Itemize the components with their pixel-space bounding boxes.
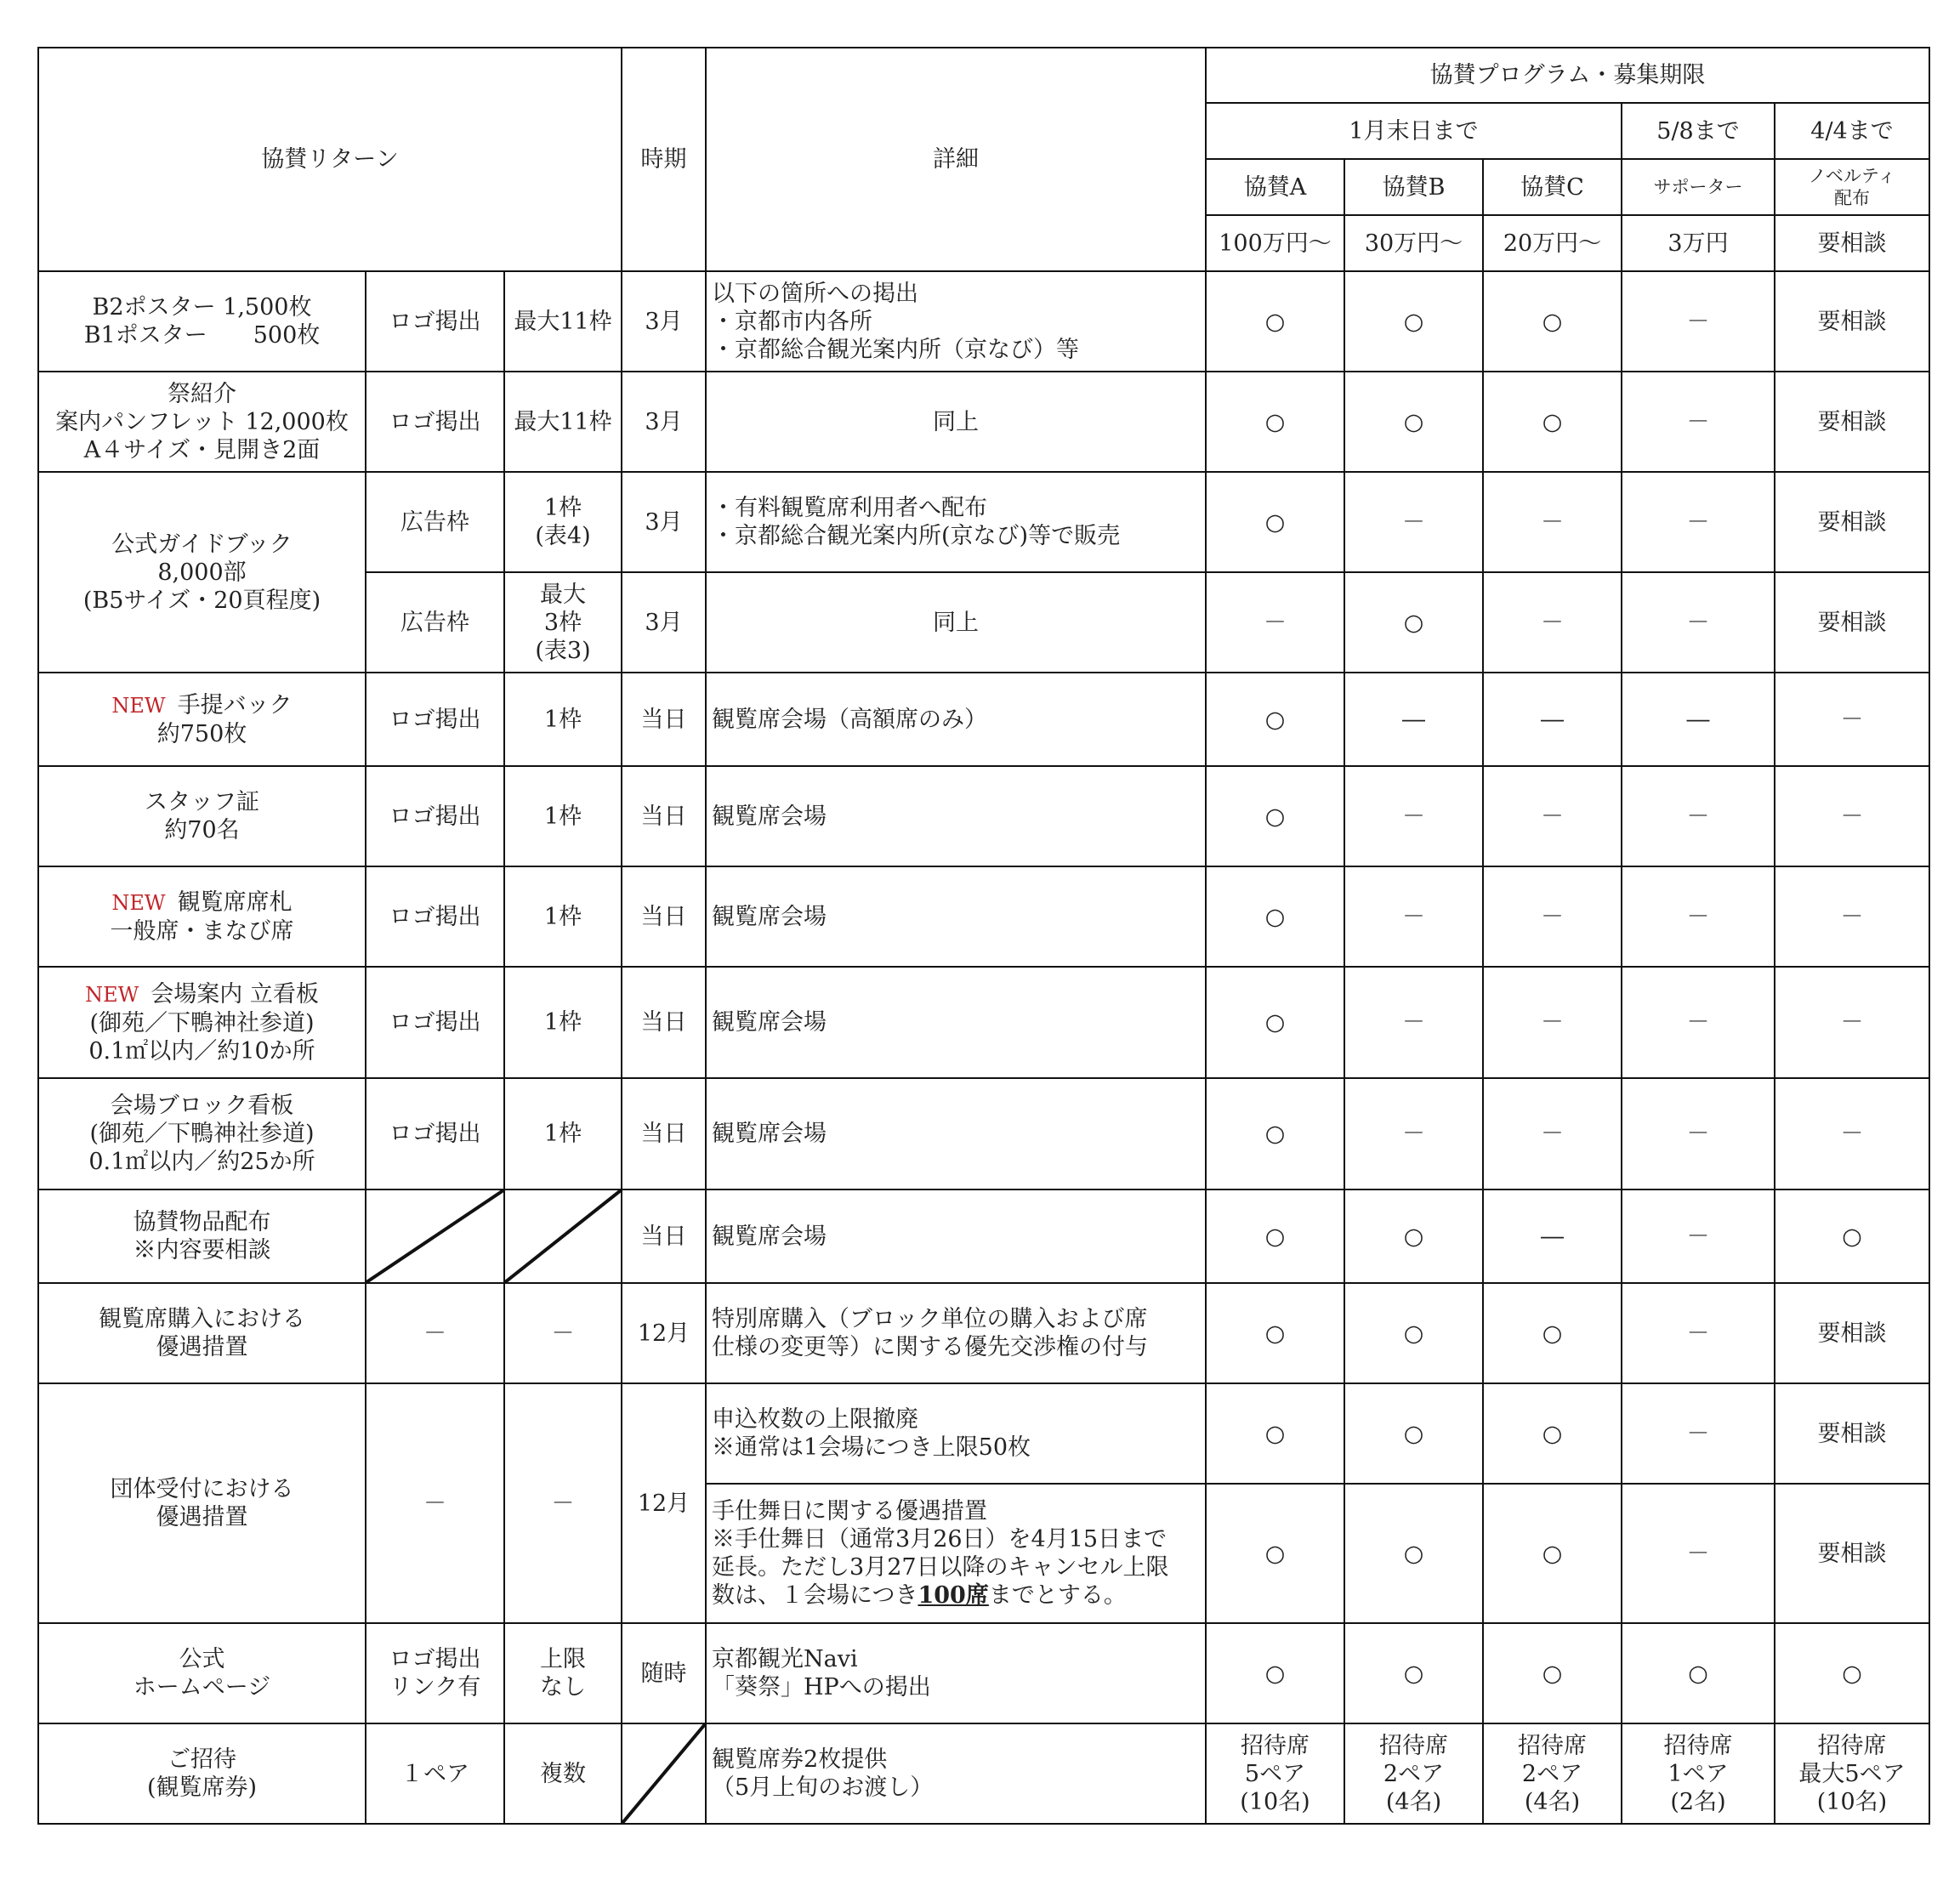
table-row [38, 766, 1929, 866]
return-slots: 最大 3枠 (表3) [504, 572, 622, 673]
return-period: 12月 [622, 1383, 706, 1623]
return-name-sub: 一般席・まなび席 [110, 917, 294, 945]
cell-novelty: 要相談 [1775, 1283, 1929, 1383]
return-type: 広告枠 [366, 572, 504, 673]
table-row [38, 472, 1929, 572]
table-row [38, 271, 1929, 372]
table-row [38, 1723, 1929, 1824]
return-type: － [366, 1283, 504, 1383]
return-period: 当日 [622, 766, 706, 866]
cell-b: ○ [1344, 1623, 1483, 1723]
return-name: 祭紹介 案内パンフレット 12,000枚 A４サイズ・見開き2面 [38, 372, 366, 472]
return-detail [706, 1484, 1206, 1623]
return-slots: － [504, 1383, 622, 1623]
return-name: 団体受付における 優遇措置 [38, 1383, 366, 1623]
cell-b: ○ [1344, 372, 1483, 472]
cell-novelty: － [1775, 673, 1929, 766]
cell-novelty: － [1775, 766, 1929, 866]
cell-c: ○ [1483, 1623, 1622, 1723]
return-period: 3月 [622, 372, 706, 472]
return-type: ロゴ掲出 [366, 866, 504, 967]
price-supporter: 3万円 [1622, 215, 1775, 271]
tier-supporter: サポーター [1622, 159, 1775, 215]
cell-supporter: － [1622, 766, 1775, 866]
cell-b: ― [1344, 673, 1483, 766]
price-b: 30万円〜 [1344, 215, 1483, 271]
cell-novelty: 要相談 [1775, 572, 1929, 673]
return-detail: 観覧席会場 [706, 866, 1206, 967]
return-type: ロゴ掲出 リンク有 [366, 1623, 504, 1723]
return-period: 当日 [622, 1078, 706, 1189]
not-applicable-cell [504, 1189, 622, 1283]
return-type: ロゴ掲出 [366, 1078, 504, 1189]
cell-c: － [1483, 1078, 1622, 1189]
cell-a: ○ [1206, 673, 1344, 766]
cell-c: ― [1483, 1189, 1622, 1283]
return-detail: 観覧席会場 [706, 1078, 1206, 1189]
return-name-main: 会場案内 立看板 [151, 980, 319, 1008]
cell-a: ○ [1206, 866, 1344, 967]
return-detail: 同上 [706, 572, 1206, 673]
cell-b: ○ [1344, 271, 1483, 372]
cell-a: ○ [1206, 1623, 1344, 1723]
cell-c: 招待席 2ペア (4名) [1483, 1723, 1622, 1824]
return-period: 当日 [622, 866, 706, 967]
cell-novelty: － [1775, 967, 1929, 1078]
deadline-april: 4/4まで [1775, 103, 1929, 159]
header-period: 時期 [622, 48, 706, 271]
cell-c: ○ [1483, 271, 1622, 372]
header-detail: 詳細 [706, 48, 1206, 271]
cell-novelty: 要相談 [1775, 1484, 1929, 1623]
deadline-january: 1月末日まで [1206, 103, 1622, 159]
cell-supporter: － [1622, 271, 1775, 372]
return-detail: 観覧席会場 [706, 967, 1206, 1078]
return-detail: 以下の箇所への掲出 ・京都市内各所 ・京都総合観光案内所（京なび）等 [706, 271, 1206, 372]
cell-supporter: － [1622, 1189, 1775, 1283]
tier-a: 協賛A [1206, 159, 1344, 215]
new-badge: NEW [111, 693, 166, 718]
cell-novelty: ○ [1775, 1623, 1929, 1723]
cell-novelty: ○ [1775, 1189, 1929, 1283]
cell-b: － [1344, 1078, 1483, 1189]
return-slots: 1枠 [504, 673, 622, 766]
cell-supporter: － [1622, 1078, 1775, 1189]
cell-supporter: ○ [1622, 1623, 1775, 1723]
detail-text: 手仕舞日に関する優遇措置 ※手仕舞日（通常3月26日）を4月15日まで 延長。ただし3月27日以降のキャンセル上限 数は、１会場につき [712, 1498, 1169, 1609]
return-detail: 京都観光Navi 「葵祭」HPへの掲出 [706, 1623, 1206, 1723]
table-row [38, 967, 1929, 1078]
return-period: 3月 [622, 572, 706, 673]
cell-a: ○ [1206, 271, 1344, 372]
return-type: ロゴ掲出 [366, 673, 504, 766]
cell-c: － [1483, 472, 1622, 572]
cell-supporter: － [1622, 572, 1775, 673]
cell-b: － [1344, 766, 1483, 866]
cell-c: － [1483, 967, 1622, 1078]
cell-supporter: － [1622, 1484, 1775, 1623]
cell-a: － [1206, 572, 1344, 673]
return-slots: － [504, 1283, 622, 1383]
return-period: 3月 [622, 472, 706, 572]
return-name: 公式ガイドブック 8,000部 (B5サイズ・20頁程度) [38, 472, 366, 673]
cell-a: ○ [1206, 1484, 1344, 1623]
deadline-may: 5/8まで [1622, 103, 1775, 159]
return-name-sub: (御苑／下鴨神社参道) 0.1㎡以内／約10か所 [88, 1009, 315, 1065]
return-type: ロゴ掲出 [366, 967, 504, 1078]
tier-c: 協賛C [1483, 159, 1622, 215]
cell-c: ― [1483, 673, 1622, 766]
cell-novelty: 招待席 最大5ペア (10名) [1775, 1723, 1929, 1824]
cell-b: － [1344, 472, 1483, 572]
return-slots: 複数 [504, 1723, 622, 1824]
return-name-main: 観覧席席札 [177, 889, 293, 916]
return-slots: 1枠 [504, 1078, 622, 1189]
table-row [38, 866, 1929, 967]
return-name: B2ポスター 1,500枚 B1ポスター 500枚 [38, 271, 366, 372]
cell-novelty: － [1775, 1078, 1929, 1189]
detail-emphasis: 100席 [918, 1582, 989, 1609]
cell-supporter: － [1622, 1383, 1775, 1484]
detail-tail: までとする。 [988, 1582, 1127, 1609]
cell-novelty: 要相談 [1775, 372, 1929, 472]
cell-b: ○ [1344, 572, 1483, 673]
diagonal-slash [622, 1724, 705, 1823]
table-row [38, 1383, 1929, 1484]
cell-supporter: － [1622, 1283, 1775, 1383]
return-name: ご招待 (観覧席券) [38, 1723, 366, 1824]
return-period: 当日 [622, 1189, 706, 1283]
return-detail: 申込枚数の上限撤廃 ※通常は1会場につき上限50枚 [706, 1383, 1206, 1484]
price-novelty: 要相談 [1775, 215, 1929, 271]
return-detail: 観覧席会場 [706, 766, 1206, 866]
return-period: 随時 [622, 1623, 706, 1723]
return-detail: 観覧席会場 [706, 1189, 1206, 1283]
return-name: スタッフ証 約70名 [38, 766, 366, 866]
new-badge: NEW [85, 982, 139, 1007]
table-row [38, 673, 1929, 766]
cell-a: ○ [1206, 1283, 1344, 1383]
cell-c: － [1483, 572, 1622, 673]
cell-a: ○ [1206, 1189, 1344, 1283]
table-row [38, 1283, 1929, 1383]
return-name [38, 673, 366, 766]
return-name [38, 866, 366, 967]
return-detail: ・有料観覧席利用者へ配布 ・京都総合観光案内所(京なび)等で販売 [706, 472, 1206, 572]
not-applicable-cell [366, 1189, 504, 1283]
cell-b: ○ [1344, 1484, 1483, 1623]
cell-a: ○ [1206, 472, 1344, 572]
cell-supporter: － [1622, 967, 1775, 1078]
diagonal-slash [505, 1190, 621, 1282]
cell-b: － [1344, 967, 1483, 1078]
return-slots: 1枠 [504, 967, 622, 1078]
not-applicable-cell [622, 1723, 706, 1824]
cell-c: ○ [1483, 1484, 1622, 1623]
return-slots: 1枠 [504, 866, 622, 967]
cell-supporter: － [1622, 866, 1775, 967]
cell-a: ○ [1206, 372, 1344, 472]
return-name: 会場ブロック看板 (御苑／下鴨神社参道) 0.1㎡以内／約25か所 [38, 1078, 366, 1189]
return-slots: 1枠 (表4) [504, 472, 622, 572]
return-slots: 最大11枠 [504, 372, 622, 472]
return-slots: 1枠 [504, 766, 622, 866]
cell-a: ○ [1206, 1078, 1344, 1189]
cell-novelty: － [1775, 866, 1929, 967]
diagonal-slash [366, 1190, 503, 1282]
cell-b: － [1344, 866, 1483, 967]
cell-novelty: 要相談 [1775, 271, 1929, 372]
table-row [38, 1623, 1929, 1723]
table-row [38, 1189, 1929, 1283]
return-period: 12月 [622, 1283, 706, 1383]
return-slots: 上限 なし [504, 1623, 622, 1723]
return-type: ロゴ掲出 [366, 766, 504, 866]
return-type: 広告枠 [366, 472, 504, 572]
tier-novelty: ノベルティ 配布 [1775, 159, 1929, 215]
return-name-sub: 約750枚 [156, 720, 247, 747]
cell-b: ○ [1344, 1383, 1483, 1484]
return-name: 協賛物品配布 ※内容要相談 [38, 1189, 366, 1283]
return-type: － [366, 1383, 504, 1623]
cell-c: － [1483, 866, 1622, 967]
return-period: 当日 [622, 967, 706, 1078]
cell-a: ○ [1206, 1383, 1344, 1484]
sponsorship-table [37, 47, 1930, 1825]
return-detail: 特別席購入（ブロック単位の購入および席 仕様の変更等）に関する優先交渉権の付与 [706, 1283, 1206, 1383]
return-name: 公式 ホームページ [38, 1623, 366, 1723]
return-type: １ペア [366, 1723, 504, 1824]
cell-a: ○ [1206, 967, 1344, 1078]
header-program: 協賛プログラム・募集期限 [1206, 48, 1929, 103]
table-row [38, 1078, 1929, 1189]
cell-supporter: － [1622, 372, 1775, 472]
cell-c: － [1483, 766, 1622, 866]
cell-a: ○ [1206, 766, 1344, 866]
cell-supporter: － [1622, 472, 1775, 572]
return-detail: 観覧席会場（高額席のみ） [706, 673, 1206, 766]
table-row [38, 372, 1929, 472]
return-detail: 観覧席券2枚提供 （5月上旬のお渡し） [706, 1723, 1206, 1824]
return-name [38, 967, 366, 1078]
return-name: 観覧席購入における 優遇措置 [38, 1283, 366, 1383]
return-slots: 最大11枠 [504, 271, 622, 372]
header-row-1 [38, 48, 1929, 103]
price-a: 100万円〜 [1206, 215, 1344, 271]
cell-b: ○ [1344, 1283, 1483, 1383]
cell-novelty: 要相談 [1775, 1383, 1929, 1484]
cell-novelty: 要相談 [1775, 472, 1929, 572]
cell-supporter: ― [1622, 673, 1775, 766]
return-type: ロゴ掲出 [366, 372, 504, 472]
cell-b: 招待席 2ペア (4名) [1344, 1723, 1483, 1824]
return-period: 当日 [622, 673, 706, 766]
return-type: ロゴ掲出 [366, 271, 504, 372]
cell-supporter: 招待席 1ペア (2名) [1622, 1723, 1775, 1824]
header-return: 協賛リターン [38, 48, 622, 271]
price-c: 20万円〜 [1483, 215, 1622, 271]
return-name-main: 手提バック [177, 691, 293, 718]
return-detail: 同上 [706, 372, 1206, 472]
return-period: 3月 [622, 271, 706, 372]
new-badge: NEW [111, 890, 166, 915]
cell-c: ○ [1483, 1383, 1622, 1484]
cell-b: ○ [1344, 1189, 1483, 1283]
cell-c: ○ [1483, 1283, 1622, 1383]
cell-a: 招待席 5ペア (10名) [1206, 1723, 1344, 1824]
cell-c: ○ [1483, 372, 1622, 472]
tier-b: 協賛B [1344, 159, 1483, 215]
